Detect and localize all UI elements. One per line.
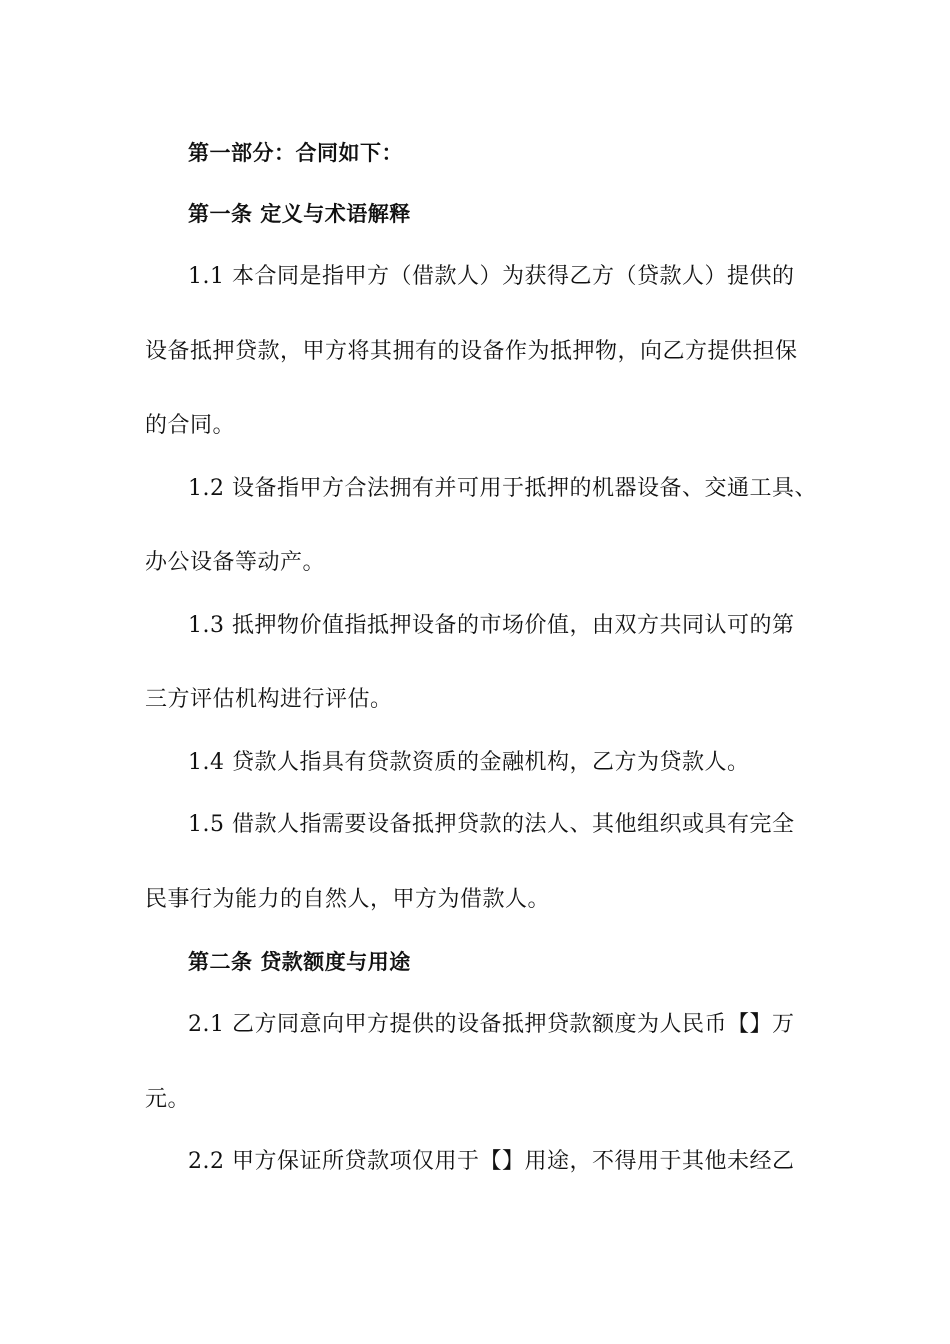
clause-2-1-line-2: 元。 — [145, 1087, 191, 1112]
clause-2-2-line-1: 2.2 甲方保证所贷款项仅用于【】用途，不得用于其他未经乙 — [188, 1149, 795, 1174]
clause-2-1-line-1: 2.1 乙方同意向甲方提供的设备抵押贷款额度为人民币【】万 — [188, 1012, 795, 1037]
article-1-heading: 第一条 定义与术语解释 — [188, 202, 411, 226]
clause-1-2-line-2: 办公设备等动产。 — [145, 550, 326, 575]
clause-1-1-line-1: 1.1 本合同是指甲方（借款人）为获得乙方（贷款人）提供的 — [188, 264, 795, 289]
part-heading: 第一部分：合同如下： — [188, 141, 403, 165]
clause-1-3-line-2: 三方评估机构进行评估。 — [145, 687, 393, 712]
clause-1-1-line-3: 的合同。 — [145, 413, 236, 438]
clause-1-3-line-1: 1.3 抵押物价值指抵押设备的市场价值，由双方共同认可的第 — [188, 613, 795, 638]
clause-1-2-line-1: 1.2 设备指甲方合法拥有并可用于抵押的机器设备、交通工具、 — [188, 476, 817, 501]
clause-1-5-line-1: 1.5 借款人指需要设备抵押贷款的法人、其他组织或具有完全 — [188, 812, 795, 837]
clause-1-5-line-2: 民事行为能力的自然人，甲方为借款人。 — [145, 887, 551, 912]
clause-1-1-line-2: 设备抵押贷款，甲方将其拥有的设备作为抵押物，向乙方提供担保 — [145, 339, 798, 364]
article-2-heading: 第二条 贷款额度与用途 — [188, 950, 411, 974]
clause-1-4-line-1: 1.4 贷款人指具有贷款资质的金融机构，乙方为贷款人。 — [188, 750, 750, 775]
